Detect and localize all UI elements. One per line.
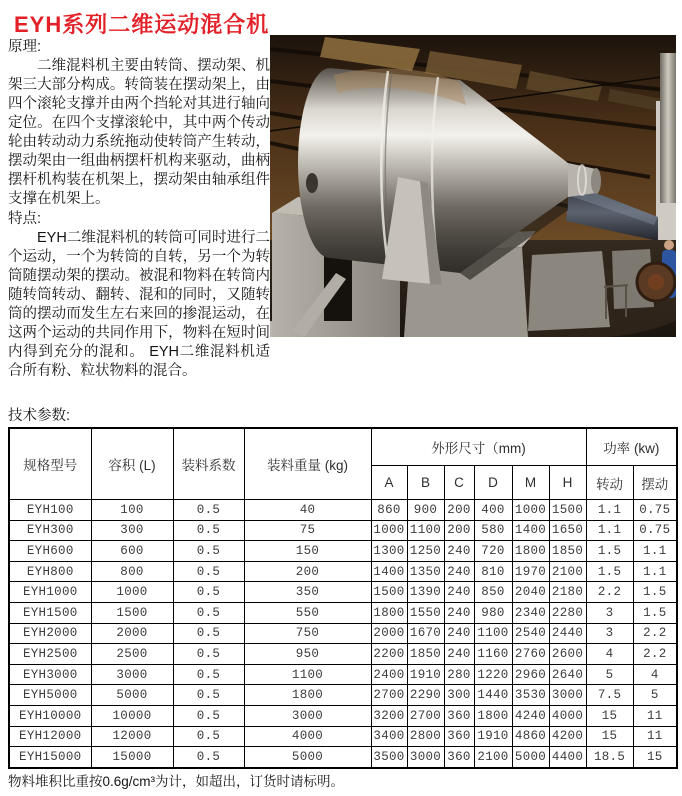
model-cell: EYH10000 — [9, 705, 91, 726]
specs-table-body — [9, 500, 677, 768]
header-load-weight: 装料重量 (kg) — [244, 428, 371, 500]
value-cell: 150 — [244, 541, 371, 562]
value-cell: 0.5 — [173, 623, 244, 644]
value-cell: 2800 — [407, 726, 444, 747]
value-cell: 4 — [586, 644, 633, 665]
value-cell: 12000 — [91, 726, 173, 747]
value-cell: 2200 — [371, 644, 407, 665]
value-cell: 100 — [91, 500, 173, 521]
value-cell: 2640 — [549, 664, 586, 685]
table-row — [9, 705, 677, 726]
value-cell: 4860 — [512, 726, 549, 747]
value-cell: 4400 — [549, 747, 586, 768]
value-cell: 1100 — [407, 520, 444, 541]
header-power-swing: 摆动 — [633, 466, 677, 500]
model-cell: EYH2000 — [9, 623, 91, 644]
value-cell: 2.2 — [633, 644, 677, 665]
table-row — [9, 747, 677, 768]
value-cell: 300 — [444, 685, 474, 706]
value-cell: 240 — [444, 541, 474, 562]
header-dim-d: D — [474, 466, 512, 500]
value-cell: 0.5 — [173, 541, 244, 562]
value-cell: 1440 — [474, 685, 512, 706]
value-cell: 11 — [633, 726, 677, 747]
table-row — [9, 520, 677, 541]
value-cell: 600 — [91, 541, 173, 562]
value-cell: 15 — [633, 747, 677, 768]
page-title: EYH系列二维运动混合机 — [14, 12, 270, 37]
value-cell: 950 — [244, 644, 371, 665]
table-row — [9, 726, 677, 747]
value-cell: 5000 — [91, 685, 173, 706]
value-cell: 1800 — [474, 705, 512, 726]
value-cell: 240 — [444, 644, 474, 665]
value-cell: 1800 — [371, 602, 407, 623]
value-cell: 720 — [474, 541, 512, 562]
value-cell: 1400 — [512, 520, 549, 541]
header-model: 规格型号 — [9, 428, 91, 500]
value-cell: 1670 — [407, 623, 444, 644]
value-cell: 2040 — [512, 582, 549, 603]
table-row — [9, 664, 677, 685]
value-cell: 0.5 — [173, 664, 244, 685]
value-cell: 0.5 — [173, 726, 244, 747]
value-cell: 0.5 — [173, 705, 244, 726]
value-cell: 800 — [91, 561, 173, 582]
value-cell: 2500 — [91, 644, 173, 665]
value-cell: 4240 — [512, 705, 549, 726]
value-cell: 1970 — [512, 561, 549, 582]
value-cell: 360 — [444, 747, 474, 768]
value-cell: 2700 — [407, 705, 444, 726]
value-cell: 2700 — [371, 685, 407, 706]
model-cell: EYH1500 — [9, 602, 91, 623]
model-cell: EYH800 — [9, 561, 91, 582]
value-cell: 1000 — [512, 500, 549, 521]
value-cell: 2440 — [549, 623, 586, 644]
value-cell: 240 — [444, 561, 474, 582]
table-row — [9, 685, 677, 706]
value-cell: 360 — [444, 705, 474, 726]
value-cell: 1850 — [407, 644, 444, 665]
value-cell: 2600 — [549, 644, 586, 665]
value-cell: 15000 — [91, 747, 173, 768]
value-cell: 1500 — [371, 582, 407, 603]
value-cell: 3400 — [371, 726, 407, 747]
table-row — [9, 541, 677, 562]
model-cell: EYH3000 — [9, 664, 91, 685]
value-cell: 1500 — [549, 500, 586, 521]
value-cell: 0.5 — [173, 561, 244, 582]
header-volume: 容积 (L) — [91, 428, 173, 500]
value-cell: 2280 — [549, 602, 586, 623]
value-cell: 2400 — [371, 664, 407, 685]
value-cell: 15 — [586, 726, 633, 747]
value-cell: 0.5 — [173, 520, 244, 541]
value-cell: 0.5 — [173, 500, 244, 521]
header-coefficient: 装料系数 — [173, 428, 244, 500]
principle-heading: 原理: — [8, 39, 42, 55]
value-cell: 3000 — [91, 664, 173, 685]
model-cell: EYH15000 — [9, 747, 91, 768]
value-cell: 1800 — [512, 541, 549, 562]
value-cell: 15 — [586, 705, 633, 726]
value-cell: 3000 — [407, 747, 444, 768]
header-dimensions-group: 外形尺寸（mm) — [371, 428, 586, 466]
header-dim-h: H — [549, 466, 586, 500]
model-cell: EYH100 — [9, 500, 91, 521]
tech-params-heading: 技术参数: — [8, 408, 71, 424]
header-power-rotation: 转动 — [586, 466, 633, 500]
value-cell: 2180 — [549, 582, 586, 603]
value-cell: 2540 — [512, 623, 549, 644]
model-cell: EYH300 — [9, 520, 91, 541]
model-cell: EYH5000 — [9, 685, 91, 706]
value-cell: 7.5 — [586, 685, 633, 706]
value-cell: 1220 — [474, 664, 512, 685]
value-cell: 2.2 — [586, 582, 633, 603]
value-cell: 1910 — [474, 726, 512, 747]
value-cell: 75 — [244, 520, 371, 541]
value-cell: 3000 — [244, 705, 371, 726]
value-cell: 810 — [474, 561, 512, 582]
value-cell: 1500 — [91, 602, 173, 623]
model-cell: EYH1000 — [9, 582, 91, 603]
value-cell: 900 — [407, 500, 444, 521]
value-cell: 1300 — [371, 541, 407, 562]
value-cell: 240 — [444, 602, 474, 623]
value-cell: 240 — [444, 623, 474, 644]
header-dim-m: M — [512, 466, 549, 500]
value-cell: 750 — [244, 623, 371, 644]
features-heading: 特点: — [8, 211, 42, 227]
value-cell: 360 — [444, 726, 474, 747]
value-cell: 1100 — [244, 664, 371, 685]
value-cell: 2100 — [474, 747, 512, 768]
table-row — [9, 500, 677, 521]
header-dim-a: A — [371, 466, 407, 500]
value-cell: 3000 — [549, 685, 586, 706]
value-cell: 350 — [244, 582, 371, 603]
value-cell: 0.5 — [173, 602, 244, 623]
value-cell: 1000 — [91, 582, 173, 603]
value-cell: 580 — [474, 520, 512, 541]
value-cell: 1650 — [549, 520, 586, 541]
table-row — [9, 561, 677, 582]
value-cell: 1.5 — [633, 602, 677, 623]
value-cell: 1.5 — [586, 541, 633, 562]
value-cell: 860 — [371, 500, 407, 521]
value-cell: 3 — [586, 623, 633, 644]
value-cell: 1000 — [371, 520, 407, 541]
value-cell: 240 — [444, 582, 474, 603]
specs-table — [8, 427, 678, 769]
value-cell: 2290 — [407, 685, 444, 706]
value-cell: 1100 — [474, 623, 512, 644]
value-cell: 0.75 — [633, 520, 677, 541]
value-cell: 1.1 — [633, 541, 677, 562]
value-cell: 0.5 — [173, 685, 244, 706]
value-cell: 550 — [244, 602, 371, 623]
value-cell: 2960 — [512, 664, 549, 685]
value-cell: 11 — [633, 705, 677, 726]
value-cell: 3500 — [371, 747, 407, 768]
value-cell: 4000 — [244, 726, 371, 747]
value-cell: 0.5 — [173, 644, 244, 665]
value-cell: 3 — [586, 602, 633, 623]
value-cell: 0.75 — [633, 500, 677, 521]
value-cell: 1350 — [407, 561, 444, 582]
value-cell: 2.2 — [633, 623, 677, 644]
value-cell: 1160 — [474, 644, 512, 665]
mixer-photo-illustration — [270, 35, 676, 337]
value-cell: 5 — [633, 685, 677, 706]
description-column — [8, 38, 270, 382]
header-power-group: 功率 (kw) — [586, 428, 677, 466]
value-cell: 1.5 — [586, 561, 633, 582]
model-cell: EYH600 — [9, 541, 91, 562]
value-cell: 5 — [586, 664, 633, 685]
value-cell: 1400 — [371, 561, 407, 582]
value-cell: 1850 — [549, 541, 586, 562]
value-cell: 5000 — [244, 747, 371, 768]
value-cell: 980 — [474, 602, 512, 623]
value-cell: 3530 — [512, 685, 549, 706]
value-cell: 4000 — [549, 705, 586, 726]
value-cell: 0.5 — [173, 582, 244, 603]
value-cell: 4 — [633, 664, 677, 685]
principle-text: 二维混料机主要由转筒、摆动架、机架三大部分构成。转筒装在摆动架上，由四个滚轮支撑并由两个挡轮对其进行轴向定位。在四个支撑滚轮中，其中两个传动轮由转动动力系统拖动使转筒产生转动，摆动架由一组曲柄摆杆机构来驱动，曲柄摆杆机构装在机架上，摆动架由轴承组件支撑在机架上。 — [8, 58, 270, 207]
value-cell: 0.5 — [173, 747, 244, 768]
value-cell: 200 — [444, 520, 474, 541]
specs-table-header — [9, 428, 677, 500]
value-cell: 10000 — [91, 705, 173, 726]
value-cell: 2760 — [512, 644, 549, 665]
value-cell: 2000 — [371, 623, 407, 644]
value-cell: 18.5 — [586, 747, 633, 768]
value-cell: 1550 — [407, 602, 444, 623]
value-cell: 1.1 — [586, 520, 633, 541]
model-cell: EYH12000 — [9, 726, 91, 747]
value-cell: 1910 — [407, 664, 444, 685]
value-cell: 40 — [244, 500, 371, 521]
value-cell: 400 — [474, 500, 512, 521]
value-cell: 3200 — [371, 705, 407, 726]
header-dim-c: C — [444, 466, 474, 500]
value-cell: 200 — [444, 500, 474, 521]
value-cell: 1.1 — [633, 561, 677, 582]
model-cell: EYH2500 — [9, 644, 91, 665]
features-text: EYH二维混料机的转筒可同时进行二个运动，一个为转筒的自转，另一个为转筒随摆动架的摆动。被混和物料在转筒内随转筒转动、翻转、混和的同时，又随转筒的摆动而发生左右来回的掺混运动，在这两个运动的共同作用下，物料在短时间内得到充分的混和。 EYH二维混料机适合所有粉、粒状物料的混合。 — [8, 230, 270, 379]
value-cell: 2100 — [549, 561, 586, 582]
value-cell: 1.5 — [633, 582, 677, 603]
value-cell: 200 — [244, 561, 371, 582]
table-row — [9, 582, 677, 603]
value-cell: 1390 — [407, 582, 444, 603]
value-cell: 1250 — [407, 541, 444, 562]
value-cell: 5000 — [512, 747, 549, 768]
value-cell: 850 — [474, 582, 512, 603]
value-cell: 4200 — [549, 726, 586, 747]
value-cell: 1.1 — [586, 500, 633, 521]
table-row — [9, 623, 677, 644]
value-cell: 1800 — [244, 685, 371, 706]
value-cell: 2000 — [91, 623, 173, 644]
value-cell: 2340 — [512, 602, 549, 623]
value-cell: 300 — [91, 520, 173, 541]
product-photo — [270, 35, 676, 337]
value-cell: 280 — [444, 664, 474, 685]
footnote: 物料堆积比重按0.6g/cm³为计，如超出，订货时请标明。 — [8, 774, 345, 789]
table-row — [9, 602, 677, 623]
table-row — [9, 644, 677, 665]
header-dim-b: B — [407, 466, 444, 500]
